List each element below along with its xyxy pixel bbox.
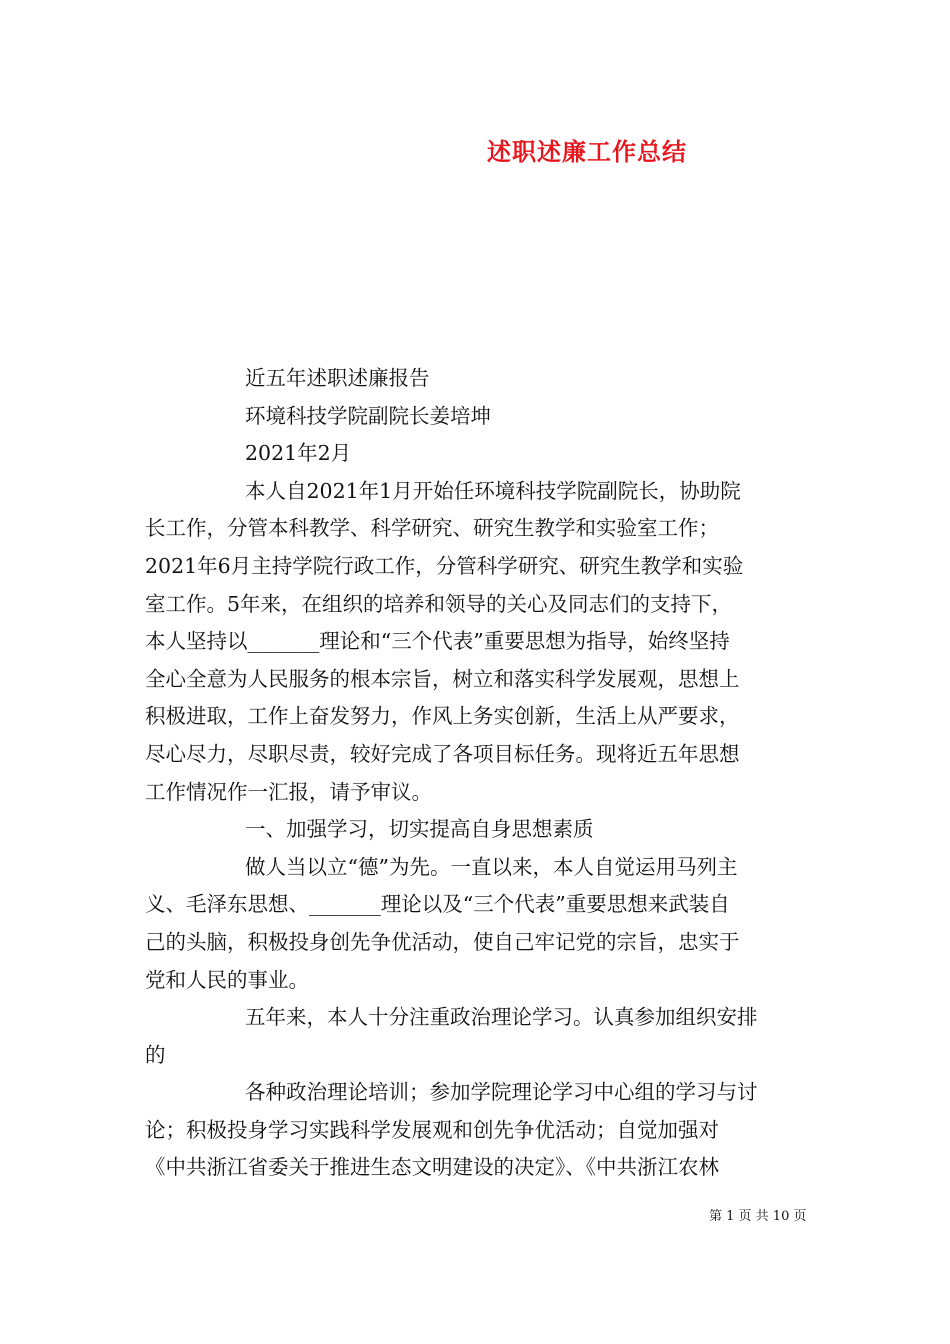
paragraph-line: 论；积极投身学习实践科学发展观和创先争优活动；自觉加强对 [145, 1117, 719, 1142]
paragraph-line: 积极进取，工作上奋发努力，作风上务实创新，生活上从严要求， [145, 704, 740, 729]
paragraph-line: 的 [145, 1042, 166, 1067]
page-number: 第 1 页 共 10 页 [709, 1209, 807, 1224]
paragraph-line: 义、毛泽东思想、_______理论以及“三个代表”重要思想来武装自 [145, 892, 730, 917]
date-line: 2021年2月 [245, 441, 352, 466]
section-heading: 一、加强学习，切实提高自身思想素质 [245, 817, 594, 842]
author-line: 环境科技学院副院长姜培坤 [245, 403, 491, 428]
paragraph-line: 本人自2021年1月开始任环境科技学院副院长，协助院 [245, 478, 741, 503]
paragraph-line: 全心全意为人民服务的根本宗旨，树立和落实科学发展观，思想上 [145, 666, 740, 691]
paragraph-line: 五年来，本人十分注重政治理论学习。认真参加组织安排 [245, 1005, 758, 1030]
paragraph-line: 党和人民的事业。 [145, 967, 309, 992]
paragraph-line: 本人坚持以_______理论和“三个代表”重要思想为指导，始终坚持 [145, 629, 730, 654]
paragraph-line: 己的头脑，积极投身创先争优活动，使自己牢记党的宗旨，忠实于 [145, 929, 740, 954]
paragraph-line: 尽心尽力，尽职尽责，较好完成了各项目标任务。现将近五年思想 [145, 741, 740, 766]
paragraph-line: 各种政治理论培训；参加学院理论学习中心组的学习与讨 [245, 1080, 758, 1105]
paragraph-line: 长工作，分管本科教学、科学研究、研究生教学和实验室工作； [145, 516, 719, 541]
paragraph-line: 《中共浙江省委关于推进生态文明建设的决定》、《中共浙江农林 [145, 1155, 719, 1180]
report-heading: 近五年述职述廉报告 [245, 366, 430, 390]
paragraph-line: 做人当以立“德”为先。一直以来，本人自觉运用马列主 [245, 854, 738, 879]
document-title: 述职述廉工作总结 [487, 137, 687, 166]
document-body [145, 360, 807, 1187]
paragraph-line: 工作情况作一汇报，请予审议。 [145, 779, 432, 804]
paragraph-line: 室工作。5年来，在组织的培养和领导的关心及同志们的支持下， [145, 591, 733, 616]
paragraph-line: 2021年6月主持学院行政工作，分管科学研究、研究生教学和实验 [145, 553, 744, 578]
